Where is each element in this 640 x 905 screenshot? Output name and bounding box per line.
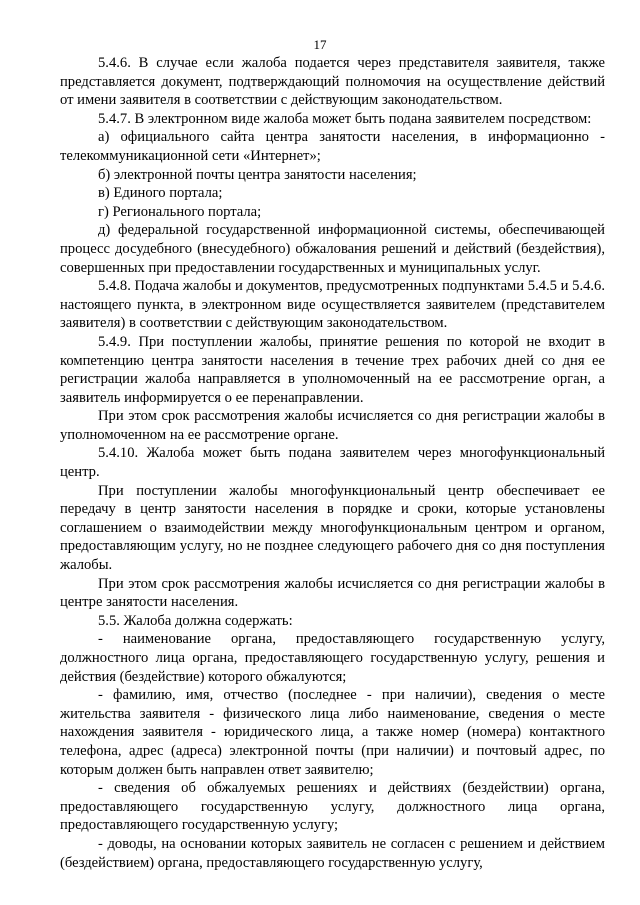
list-item-dash-1: - наименование органа, предоставляющего государственную услугу, должностного лица органа, предоставляющего государственную услугу, решения и действия (бездействие) которого обжалуются; xyxy=(60,631,605,685)
paragraph-5-4-7: 5.4.7. В электронном виде жалоба может быть подана заявителем посредством: xyxy=(98,110,592,127)
list-item-b: б) электронной почты центра занятости населения; xyxy=(98,166,417,183)
paragraph-review-term-2: При этом срок рассмотрения жалобы исчисляется со дня регистрации жалобы в центре занятости населения. xyxy=(60,575,605,611)
list-item-g: г) Регионального портала; xyxy=(98,203,262,220)
list-item-a: а) официального сайта центра занятости населения, в информационно - телекоммуникационной сети «Интернет»; xyxy=(60,129,605,164)
paragraph-5-4-10: 5.4.10. Жалоба может быть подана заявителем через многофункциональный центр. xyxy=(60,445,605,481)
document-body xyxy=(60,54,605,872)
paragraph-5-4-8: 5.4.8. Подача жалобы и документов, предусмотренных подпунктами 5.4.5 и 5.4.6. настоящего пункта, в электронном виде осуществляется заявителем (представителем заявителя) в соответствии с действующим законодательством. xyxy=(60,278,605,332)
list-item-d: д) федеральной государственной информационной системы, обеспечивающей процесс досудебного (внесудебного) обжалования решений и действий (бездействия), совершенных при предоставлении государственных и муниципальных услуг. xyxy=(60,222,605,276)
list-item-dash-4: - доводы, на основании которых заявитель не согласен с решением и действием (бездействием) органа, предоставляющего государственную услугу, xyxy=(60,835,605,871)
paragraph-review-term-1: При этом срок рассмотрения жалобы исчисляется со дня регистрации жалобы в уполномоченном на ее рассмотрение органе. xyxy=(60,408,605,443)
paragraph-5-4-6: 5.4.6. В случае если жалоба подается через представителя заявителя, также представляется документ, подтверждающий полномочия на осуществление действий от имени заявителя в соответствии с действующим законодательством. xyxy=(60,55,605,109)
list-item-dash-2: - фамилию, имя, отчество (последнее - при наличии), сведения о месте жительства заявителя - физического лица либо наименование, сведения о месте нахождения заявителя - юридического лица, а также номер (номера) контактного телефона, адрес (адреса) электронной почты (при наличии) и почтовый адрес, по которым должен быть направлен ответ заявителю; xyxy=(60,687,605,778)
page-number: 17 xyxy=(313,37,327,52)
paragraph-mfc-transfer: При поступлении жалобы многофункциональный центр обеспечивает ее передачу в центр занятости населения в порядке и сроки, которые установлены соглашением о взаимодействии между многофункциональным центром и органом, предоставляющим услугу, но не позднее следующего рабочего дня со дня поступления жалобы. xyxy=(60,482,605,574)
list-item-dash-3: - сведения об обжалуемых решениях и действиях (бездействии) органа, предоставляющего государственную услугу, должностного лица органа, предоставляющего государственную услугу; xyxy=(60,780,605,834)
paragraph-5-4-9: 5.4.9. При поступлении жалобы, принятие решения по которой не входит в компетенцию центра занятости населения в течение трех рабочих дней со дня ее регистрации жалоба направляется в уполномоченный на ее рассмотрение орган, а заявитель информируется о ее перенаправлении. xyxy=(60,333,605,406)
list-item-v: в) Единого портала; xyxy=(98,185,223,202)
paragraph-5-5: 5.5. Жалоба должна содержать: xyxy=(98,612,293,629)
